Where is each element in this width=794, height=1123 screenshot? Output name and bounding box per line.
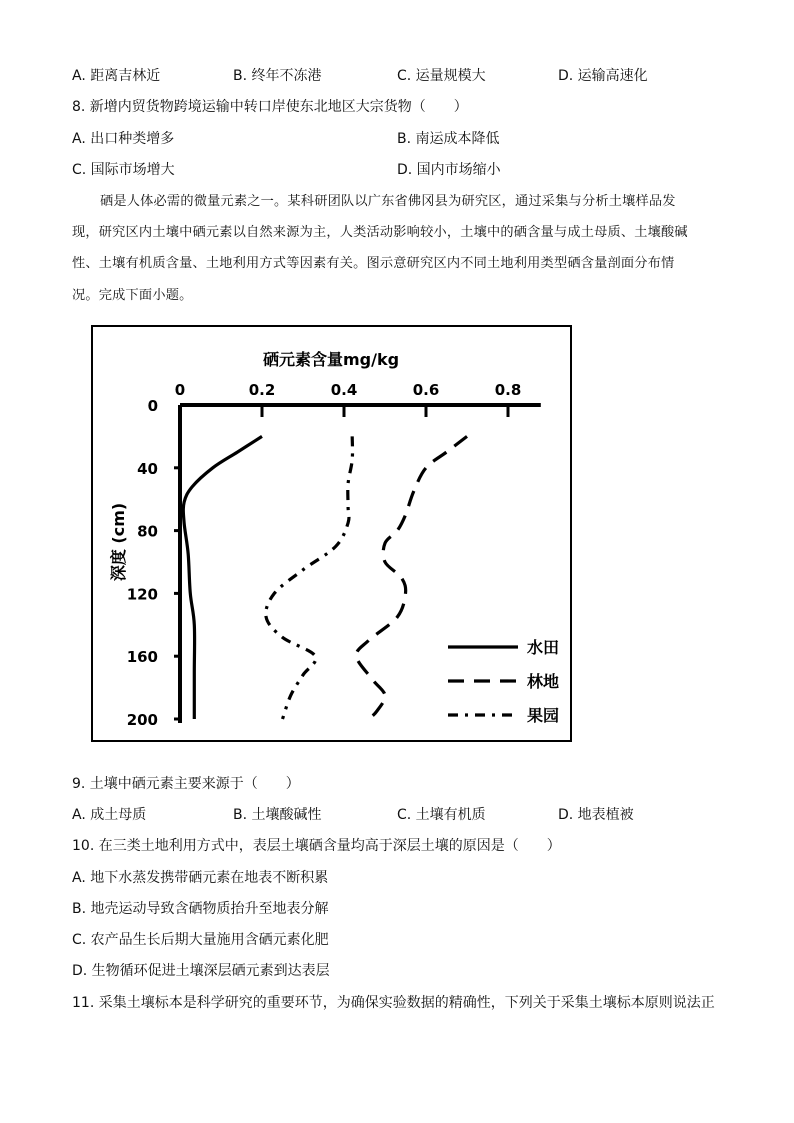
x-tick-label: 0.2 [248,381,276,399]
q7-option-c: C. 运量规模大 [397,68,486,84]
series-line-0 [183,436,262,719]
series-line-1 [356,436,467,719]
y-tick-label: 80 [137,522,158,541]
series-line-2 [266,436,353,719]
passage-line-2: 现，研究区内土壤中硒元素以自然来源为主，人类活动影响较小，土壤中的硒含量与成土母质、土壤酸碱 [72,225,688,240]
chart-series-layer [183,436,467,719]
q7-option-d: D. 运输高速化 [558,68,648,84]
y-tick-label: 200 [126,711,158,729]
chart-canvas [93,327,570,740]
q11-stem: 11. 采集土壤标本是科学研究的重要环节，为确保实验数据的精确性，下列关于采集土壤标本原则说法正 [72,995,715,1011]
y-tick-label: 160 [126,648,158,667]
x-tick-label: 0.4 [330,381,358,399]
legend-label-1: 林地 [527,672,560,691]
q8-option-c: C. 国际市场增大 [72,162,175,178]
x-tick-label: 0 [174,381,186,399]
q10-stem: 10. 在三类土地利用方式中，表层土壤硒含量均高于深层土壤的原因是（ ） [72,838,561,854]
q9-option-c: C. 土壤有机质 [397,807,486,823]
selenium-profile-chart [91,325,572,742]
q8-stem: 8. 新增内贸货物跨境运输中转口岸使东北地区大宗货物（ ） [72,99,468,115]
y-tick-label: 0 [147,397,158,415]
passage-line-4: 况。完成下面小题。 [72,288,193,303]
legend-label-0: 水田 [527,638,560,657]
q7-option-b: B. 终年不冻港 [233,68,322,84]
chart-title: 硒元素含量mg/kg [263,350,400,369]
q9-option-b: B. 土壤酸碱性 [233,807,322,823]
q8-option-a: A. 出口种类增多 [72,131,175,147]
chart-legend [448,638,559,725]
q9-stem: 9. 土壤中硒元素主要来源于（ ） [72,776,300,792]
y-tick-label: 40 [137,459,158,478]
chart-y-axis-label: 深度 (cm) [109,502,128,582]
legend-label-2: 果园 [527,706,560,725]
q9-option-d: D. 地表植被 [558,807,634,823]
x-tick-label: 0.8 [494,381,522,399]
q10-option-d: D. 生物循环促进土壤深层硒元素到达表层 [72,963,330,979]
q10-option-c: C. 农产品生长后期大量施用含硒元素化肥 [72,932,329,948]
x-tick-label: 0.6 [412,381,440,399]
q8-option-d: D. 国内市场缩小 [397,162,501,178]
y-tick-label: 120 [126,585,158,604]
q7-option-a: A. 距离吉林近 [72,68,161,84]
q8-option-b: B. 南运成本降低 [397,131,500,147]
q10-option-b: B. 地壳运动导致含硒物质抬升至地表分解 [72,901,329,917]
passage-line-3: 性、土壤有机质含量、土地利用方式等因素有关。图示意研究区内不同土地利用类型硒含量剖面分布情 [72,256,675,271]
q9-option-a: A. 成土母质 [72,807,147,823]
q10-option-a: A. 地下水蒸发携带硒元素在地表不断积累 [72,870,329,886]
passage-line-1: 硒是人体必需的微量元素之一。某科研团队以广东省佛冈县为研究区，通过采集与分析土壤样品发 [100,194,676,209]
